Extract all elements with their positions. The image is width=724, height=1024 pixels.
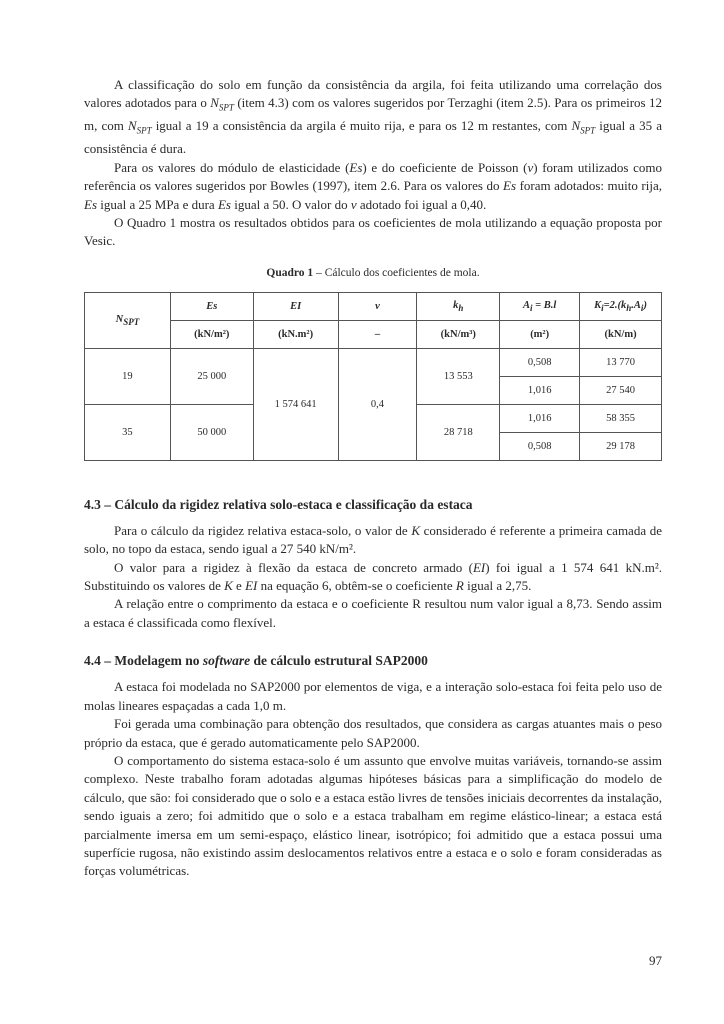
cell-ki: 27 540 [580,376,662,404]
section-heading-4-3: 4.3 – Cálculo da rigidez relativa solo-estaca e classificação da estaca [84,496,473,512]
unit-nu: – [338,320,417,348]
section43-paragraph-2: O valor para a rigidez à flexão da estaca de concreto armado (EI) foi igual a 1 574 641 kN.m². Substituindo os valores de K e EI na equação 6, obtêm-se o coeficiente R igual a 2,75. [84,559,663,594]
cell-kh-2: 28 718 [417,404,500,460]
section43-paragraph-1: Para o cálculo da rigidez relativa estaca-solo, o valor de K considerado é referente a primeira camada de solo, no topo da estaca, sendo igual a 27 540 kN/m². [84,522,663,557]
header-nspt: $N_{SPT}$ [85,292,171,348]
table-row [85,348,662,376]
cell-ai: 1,016 [500,376,580,404]
header-es: Es [170,292,253,320]
unit-es: (kN/m²) [170,320,253,348]
cell-kh-1: 13 553 [417,348,500,404]
unit-ei: (kN.m²) [253,320,338,348]
table-header-row [85,292,662,320]
cell-ki: 29 178 [580,432,662,460]
cell-ai: 0,508 [500,348,580,376]
intro-paragraph-3: O Quadro 1 mostra os resultados obtidos para os coeficientes de mola utilizando a equação proposta por Vesic. [84,215,662,249]
header-kh: $k_h$ [417,292,500,320]
cell-nspt-35: 35 [85,404,171,460]
cell-ei: 1 574 641 [253,348,338,460]
unit-ai: (m²) [500,320,580,348]
section-heading-4-4: 4.4 – Modelagem no software de cálculo estrutural SAP2000 [84,653,428,669]
spring-coefficients-table [84,292,662,461]
header-ai: $A_i = B.l$ [500,292,580,320]
unit-ki: (kN/m) [580,320,662,348]
intro-paragraph-1: A classificação do solo em função da consistência da argila, foi feita utilizando uma correlação dos valores adotados para o $N_{SPT}$ (item 4.3) com os valores sugeridos por Terzaghi (item 2.5). Para os primeiros 12 m, com $N_{SPT}$ igual a 19 a consistência da argila é muito rija, e para os 12 m restantes, com $N_{SPT}$ igual a 35 a consistência é dura. [84,77,662,157]
intro-paragraph-2: Para os valores do módulo de elasticidade (Es) e do coeficiente de Poisson (ν) foram utilizados como referência os valores sugeridos por Bowles (1997), item 2.6. Para os valores do Es foram adotados: muito rija, Es igual a 25 MPa e dura Es igual a 50. O valor do ν adotado foi igual a 0,40. [84,159,662,212]
cell-ki: 13 770 [580,348,662,376]
cell-nspt-19: 19 [85,348,171,404]
cell-es-25000: 25 000 [170,348,253,404]
header-ki: $K_i=2.(k_h.A_i)$ [580,292,662,320]
table-units-row [85,320,662,348]
unit-kh: (kN/m³) [417,320,500,348]
page-number: 97 [649,953,662,968]
cell-ai: 1,016 [500,404,580,432]
cell-ai: 0,508 [500,432,580,460]
section44-paragraph-2: Foi gerada uma combinação para obtenção dos resultados, que considera as cargas atuantes mais o peso próprio da estaca, que é gerado automaticamente pelo SAP2000. [84,716,662,750]
cell-nu: 0,4 [338,348,417,460]
header-nu: ν [338,292,417,320]
section43-paragraph-3: A relação entre o comprimento da estaca e o coeficiente R resultou num valor igual a 8,73. Sendo assim a estaca é classificada como flexível. [84,596,662,630]
cell-ki: 58 355 [580,404,662,432]
section44-paragraph-3: O comportamento do sistema estaca-solo é um assunto que envolve muitas variáveis, tornando-se assim complexo. Neste trabalho foram adotadas algumas hipóteses básicas para a simplificação do modelo de cálculo, que são: foi considerado que o solo e a estaca estão livres de tensões iniciais decorrentes da instalação, sendo iguais a zero; foi admitido que o solo e a estaca trabalham em regime elástico-linear; a estaca está parcialmente imersa em um semi-espaço, elástico linear, isotrópico; foi admitido que a estaca possui uma superfície rugosa, não existindo assim deslocamentos relativos entre a estaca e o solo e foram consideradas as forças volumétricas. [84,752,662,879]
cell-es-50000: 50 000 [170,404,253,460]
section44-paragraph-1: A estaca foi modelada no SAP2000 por elementos de viga, e a interação solo-estaca foi feita pelo uso de molas lineares espaçadas a cada 1,0 m. [84,679,662,713]
table-caption: Quadro 1 – Cálculo dos coeficientes de mola. [266,266,480,279]
header-ei: EI [253,292,338,320]
page-content [84,76,662,881]
